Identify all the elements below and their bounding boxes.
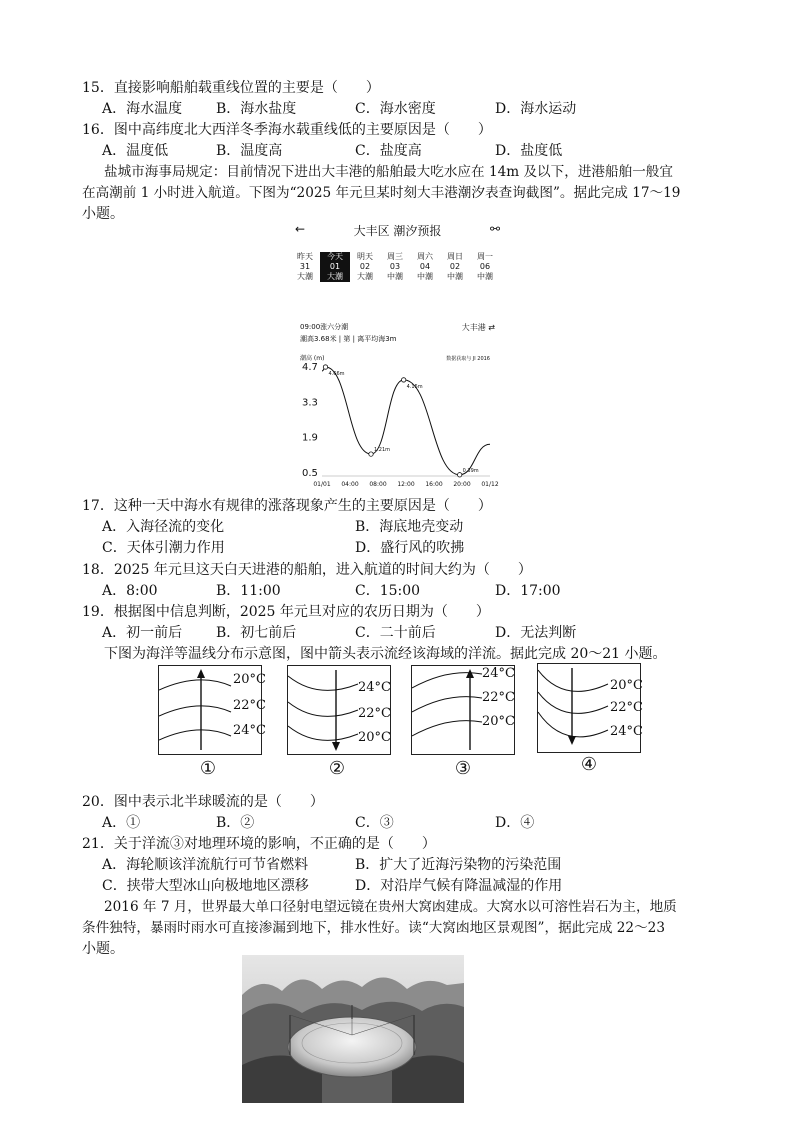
panel-label: ① — [199, 758, 217, 779]
q21-option-b: B．扩大了近海污染物的污染范围 — [355, 857, 562, 873]
intro-paragraph-line: 下图为海洋等温线分布示意图，图中箭头表示流经该海域的洋流。据此完成 20～21 小题。 — [104, 646, 667, 662]
tide-title: 大丰区 潮汐预报 — [353, 224, 442, 238]
day-item: 昨天 31 大潮 — [297, 252, 313, 281]
isotherm-panel-3 — [411, 665, 515, 755]
day-item: 周日 02 中潮 — [447, 252, 463, 281]
tide-point — [323, 365, 327, 369]
day-item: 周六 04 中潮 — [417, 252, 433, 281]
x-tick-label: 01/12 — [481, 481, 499, 488]
isotherm-label: 20°C — [482, 714, 515, 729]
x-tick-label: 08:00 — [369, 481, 387, 488]
y-tick-label: 3.3 — [302, 397, 318, 409]
q18-option-b: B．11:00 — [216, 583, 281, 599]
isotherm-label: 22°C — [233, 698, 266, 713]
intro-paragraph-line: 小题。 — [82, 206, 124, 222]
tide-point — [457, 473, 461, 477]
q18-option-c: C．15:00 — [355, 583, 421, 599]
question-15-stem: 15．直接影响船舶载重线位置的主要是（ ） — [82, 80, 380, 96]
isotherm-label: 20°C — [610, 678, 643, 693]
y-tick-label: 4.7 — [302, 362, 318, 373]
tide-height-text: 潮高3.68米 | 第 | 离平均海3m — [300, 335, 397, 343]
q19-option-a: A．初一前后 — [102, 625, 183, 641]
isotherm-label: 24°C — [482, 666, 515, 681]
q17-option-b: B．海底地壳变动 — [355, 519, 464, 535]
q17-option-a: A．入海径流的变化 — [102, 519, 225, 535]
q16-option-d: D．盐度低 — [495, 143, 563, 159]
q16-option-c: C．盐度高 — [355, 143, 422, 159]
question-18-stem: 18．2025 年元旦这天白天进港的船舶，进入航道的时间大约为（ ） — [82, 562, 532, 578]
day-item: 周三 03 中潮 — [387, 252, 403, 281]
tide-forecast-screenshot — [290, 222, 505, 487]
q16-option-b: B．温度高 — [216, 143, 283, 159]
isotherm-panel-2 — [287, 665, 391, 755]
panel-label: ③ — [454, 758, 472, 779]
q20-option-a: A．① — [102, 815, 141, 831]
day-item: 周一 06 中潮 — [477, 252, 493, 281]
q21-option-d: D．对沿岸气候有降温减湿的作用 — [355, 878, 563, 894]
y-tick-label: 1.9 — [302, 432, 318, 444]
intro-paragraph-line: 2016 年 7 月，世界最大单口径射电望远镜在贵州大窝凼建成。大窝水以可溶性岩石为主，地质 — [104, 899, 677, 915]
panel-label: ② — [328, 758, 346, 779]
telescope-landscape-photo — [242, 955, 464, 1103]
tide-point-label: 4.66m — [328, 371, 345, 378]
y-tick-label: 0.5 — [302, 468, 318, 479]
isotherm-label: 24°C — [610, 724, 643, 739]
q21-option-a: A．海轮顺该洋流航行可节省燃料 — [102, 857, 309, 873]
q20-option-c: C．③ — [355, 815, 394, 831]
isotherm-panel-1 — [158, 665, 266, 755]
y-axis-label: 潮高 (m) — [300, 355, 325, 362]
day-item: 明天 02 大潮 — [357, 252, 373, 281]
q15-option-a: A．海水温度 — [102, 101, 183, 117]
question-17-stem: 17．这种一天中海水有规律的涨落现象产生的主要原因是（ ） — [82, 498, 492, 514]
day-selector — [290, 252, 500, 282]
q21-option-c: C．挟带大型冰山向极地地区漂移 — [102, 878, 309, 894]
panel-label: ④ — [580, 754, 598, 775]
tide-point-label: 0.39m — [462, 467, 479, 474]
q16-option-a: A．温度低 — [102, 143, 169, 159]
tide-point — [401, 378, 405, 382]
q18-option-a: A．8:00 — [102, 583, 158, 599]
tide-time-text: 09:00涨六分潮 — [300, 323, 349, 331]
q19-option-b: B．初七前后 — [216, 625, 297, 641]
q19-option-d: D．无法判断 — [495, 625, 577, 641]
q15-option-b: B．海水盐度 — [216, 101, 297, 117]
q18-option-d: D．17:00 — [495, 583, 561, 599]
x-tick-label: 04:00 — [341, 481, 359, 488]
q15-option-c: C．海水密度 — [355, 101, 436, 117]
isotherm-label: 22°C — [610, 700, 643, 715]
isotherm-label: 24°C — [358, 680, 391, 695]
tide-point-label: 1.21m — [374, 447, 391, 454]
chart-legend: 数据获取与 Jl 2016 — [446, 356, 490, 362]
q19-option-c: C．二十前后 — [355, 625, 436, 641]
tide-point-label: 4.15m — [406, 383, 423, 390]
tide-point — [369, 452, 373, 456]
tide-chart — [290, 352, 505, 492]
x-tick-label: 16:00 — [425, 481, 443, 488]
q17-option-c: C．天体引潮力作用 — [102, 540, 225, 556]
q17-option-d: D．盛行风的吹拂 — [355, 540, 465, 556]
isotherm-panel-4 — [537, 663, 641, 753]
isotherm-label: 22°C — [358, 706, 391, 721]
isotherm-label: 24°C — [233, 723, 266, 738]
x-tick-label: 20:00 — [453, 481, 471, 488]
x-tick-label: 12:00 — [397, 481, 415, 488]
question-16-stem: 16．图中高纬度北大西洋冬季海水载重线低的主要原因是（ ） — [82, 122, 492, 138]
q20-option-b: B．② — [216, 815, 255, 831]
isotherm-label: 22°C — [482, 690, 515, 705]
question-20-stem: 20．图中表示北半球暖流的是（ ） — [82, 794, 324, 810]
arrow-left-icon: ← — [295, 222, 306, 236]
isotherm-label: 20°C — [358, 730, 391, 745]
intro-paragraph-line: 盐城市海事局规定：目前情况下进出大丰港的船舶最大吃水应在 14m 及以下，进港船舶一般宜 — [104, 164, 673, 180]
day-item-selected: 今天 01 大潮 — [320, 252, 350, 282]
intro-paragraph-line: 条件独特，暴雨时雨水可直接渗漏到地下，排水性好。读“大窝凼地区景观图”，据此完成 22～23 — [82, 920, 665, 936]
intro-paragraph-line: 小题。 — [82, 941, 124, 957]
x-tick-label: 01/01 — [313, 481, 331, 488]
q15-option-d: D．海水运动 — [495, 101, 577, 117]
intro-paragraph-line: 在高潮前 1 小时进入航道。下图为“2025 年元旦某时刻大丰港潮汐表查询截图”。据此完成 17～19 — [82, 185, 681, 201]
port-name: 大丰港 ⇄ — [461, 323, 495, 332]
question-19-stem: 19．根据图中信息判断，2025 年元旦对应的农历日期为（ ） — [82, 604, 490, 620]
isotherm-label: 20°C — [233, 672, 266, 687]
q20-option-d: D．④ — [495, 815, 535, 831]
question-21-stem: 21．关于洋流③对地理环境的影响，不正确的是（ ） — [82, 836, 436, 852]
share-icon: ⚯ — [489, 222, 500, 236]
